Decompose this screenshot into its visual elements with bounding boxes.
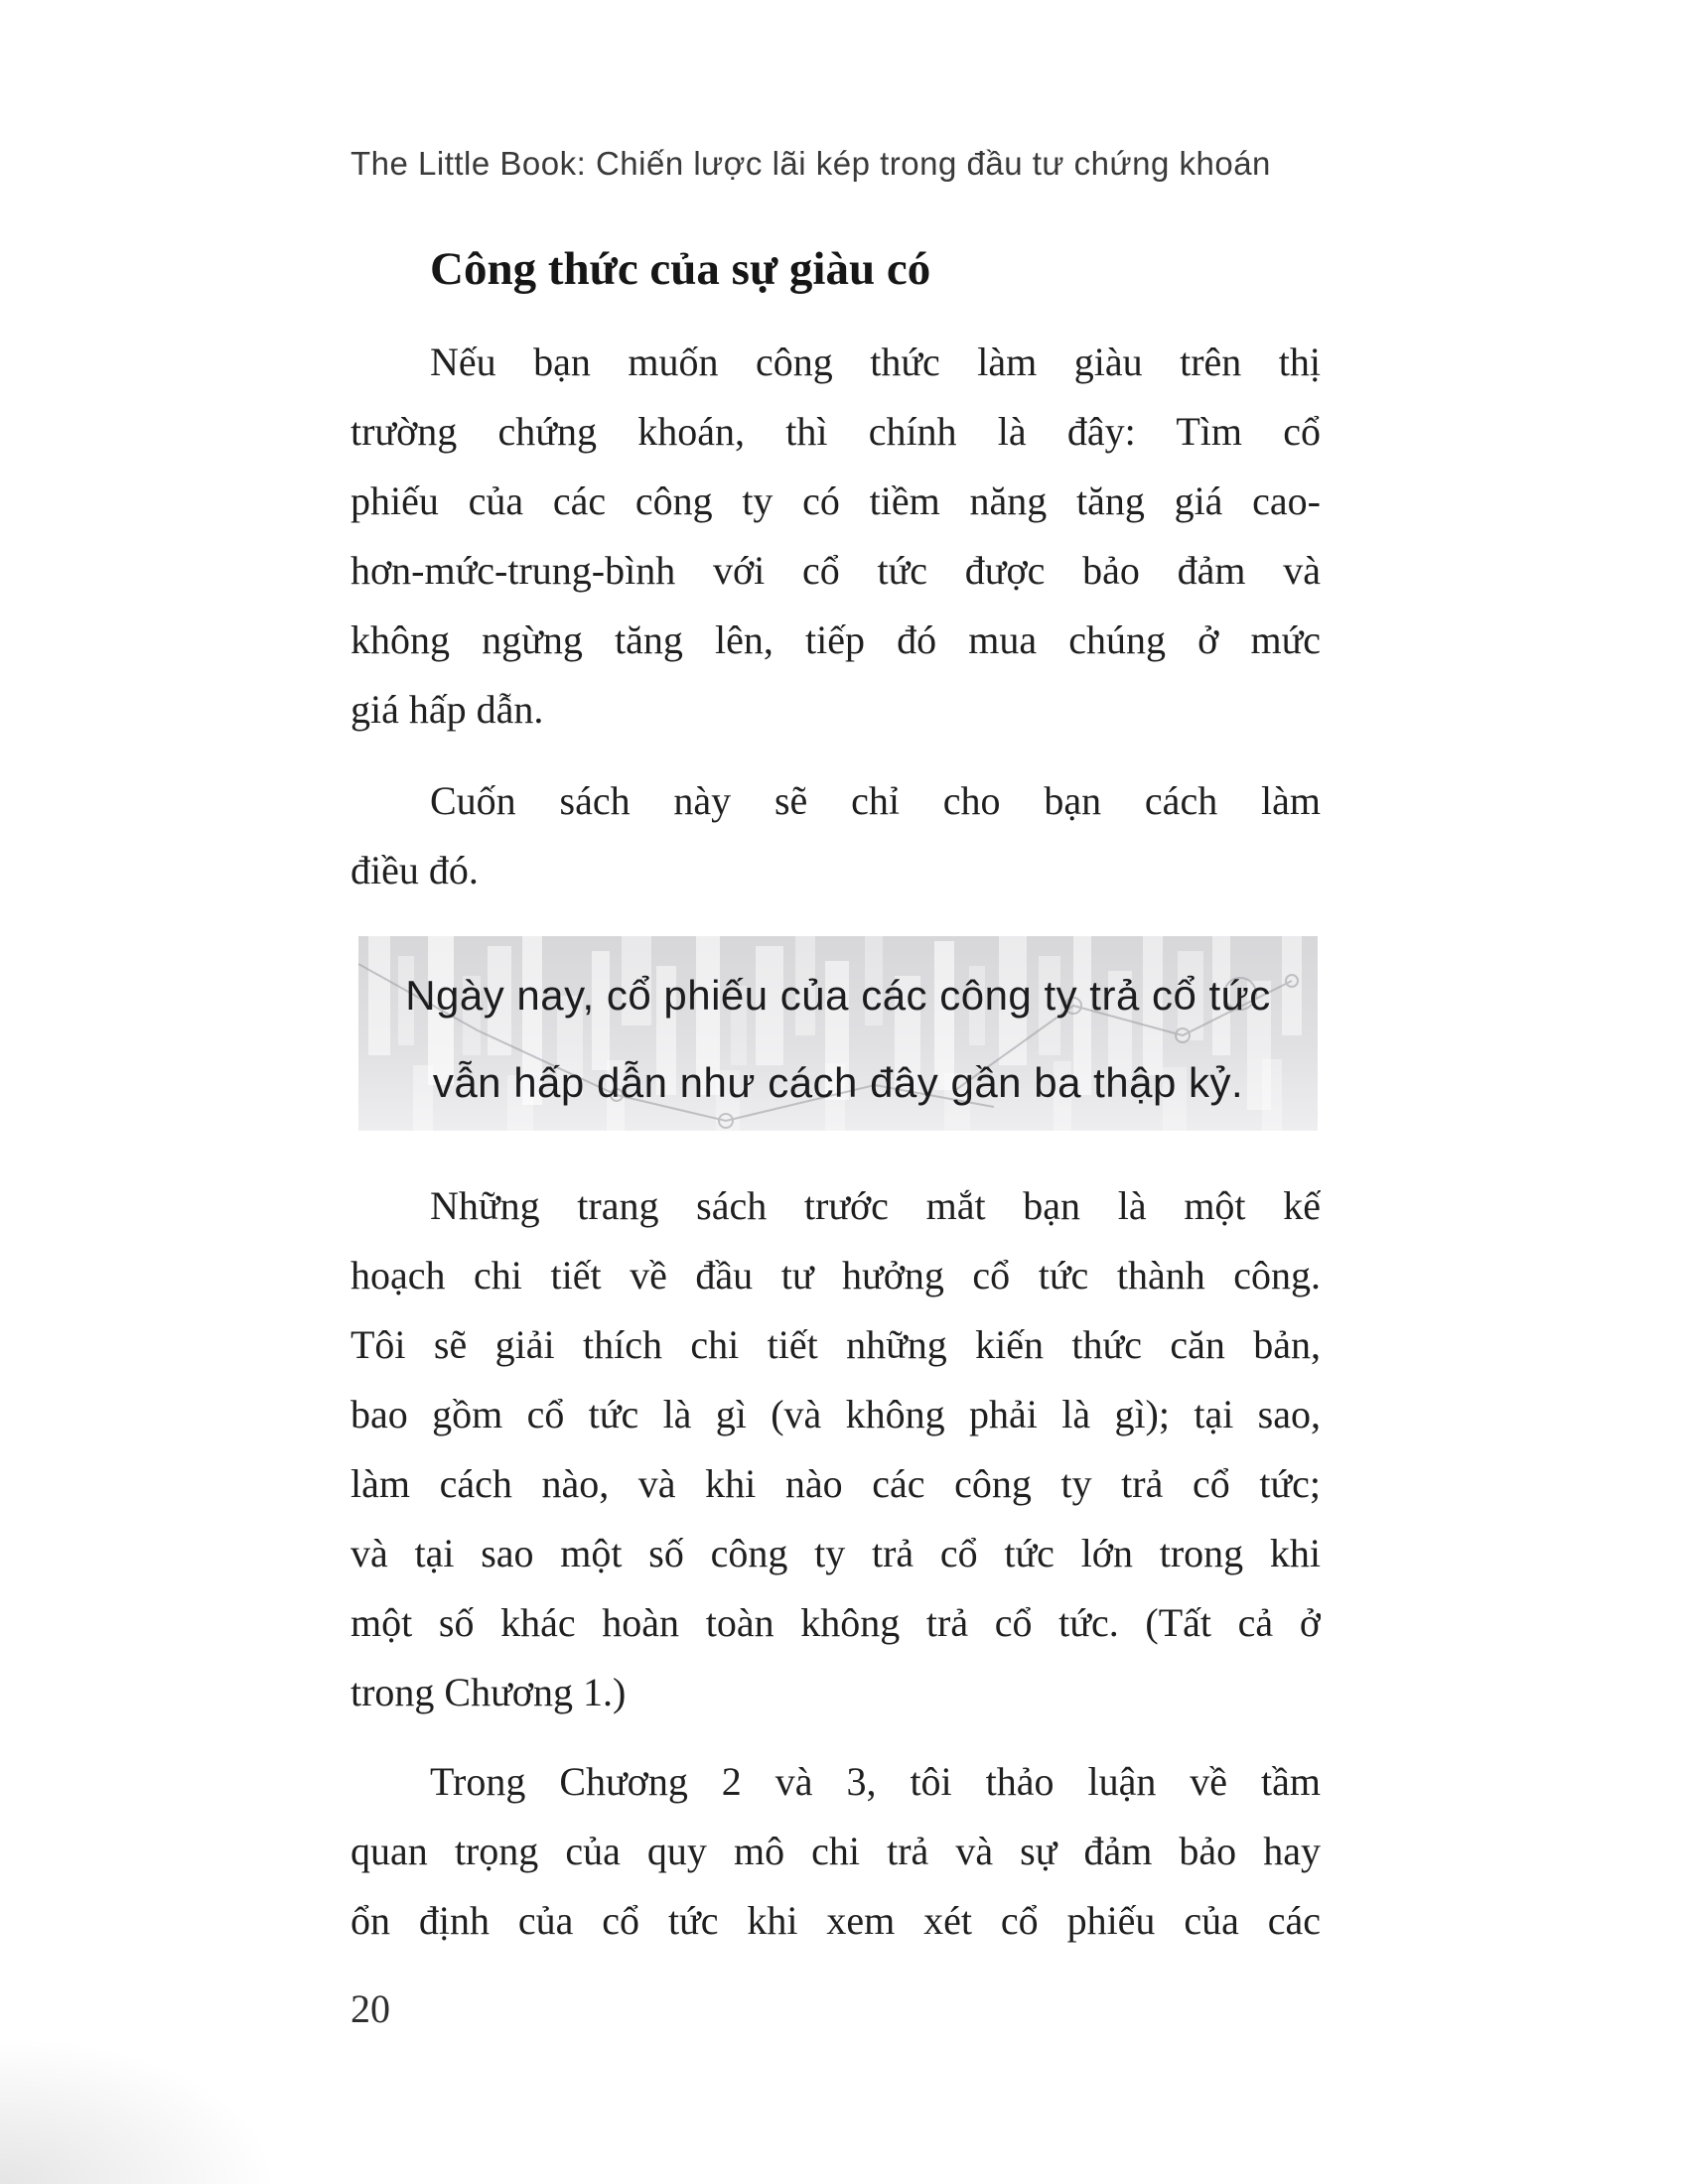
text-line: hơn-mức-trung-bình với cổ tức được bảo đảm và xyxy=(351,548,1321,593)
section-heading: Công thức của sự giàu có xyxy=(430,243,931,295)
running-header: The Little Book: Chiến lược lãi kép trong đầu tư chứng khoán xyxy=(351,145,1271,182)
text-line: Tôi sẽ giải thích chi tiết những kiến thức căn bản, xyxy=(351,1322,1321,1367)
text-line: một số khác hoàn toàn không trả cổ tức. (Tất cả ở xyxy=(351,1600,1321,1645)
text-line: phiếu của các công ty có tiềm năng tăng giá cao- xyxy=(351,478,1321,523)
text-line: giá hấp dẫn. xyxy=(351,687,544,732)
text-line: Cuốn sách này sẽ chỉ cho bạn cách làm xyxy=(430,778,1321,823)
text-line: trong Chương 1.) xyxy=(351,1670,627,1714)
text-line: Những trang sách trước mắt bạn là một kế xyxy=(430,1183,1321,1228)
text-line: ổn định của cổ tức khi xem xét cổ phiếu của các xyxy=(351,1898,1321,1943)
paragraph-2 xyxy=(351,766,1321,905)
paragraph-1 xyxy=(351,328,1321,745)
pull-quote-text xyxy=(358,936,1318,1127)
text-line: điều đó. xyxy=(351,848,479,892)
quote-line: Ngày nay, cổ phiếu của các công ty trả cổ tức xyxy=(405,972,1271,1019)
text-line: Nếu bạn muốn công thức làm giàu trên thị xyxy=(430,340,1321,384)
text-line: trường chứng khoán, thì chính là đây: Tìm cổ xyxy=(351,409,1321,454)
text-line: không ngừng tăng lên, tiếp đó mua chúng ở mức xyxy=(351,617,1321,662)
text-line: hoạch chi tiết về đầu tư hưởng cổ tức thành công. xyxy=(351,1253,1321,1297)
text-line: làm cách nào, và khi nào các công ty trả cổ tức; xyxy=(351,1461,1321,1506)
page-number: 20 xyxy=(351,1986,390,2031)
text-line: bao gồm cổ tức là gì (và không phải là gì); tại sao, xyxy=(351,1392,1321,1436)
paragraph-3 xyxy=(351,1171,1321,1727)
text-line: và tại sao một số công ty trả cổ tức lớn trong khi xyxy=(351,1531,1321,1575)
quote-line: vẫn hấp dẫn như cách đây gần ba thập kỷ. xyxy=(432,1059,1244,1106)
text-line: Trong Chương 2 và 3, tôi thảo luận về tầm xyxy=(430,1759,1321,1804)
paragraph-4 xyxy=(351,1747,1321,1956)
text-line: quan trọng của quy mô chi trả và sự đảm bảo hay xyxy=(351,1829,1321,1873)
pull-quote-box xyxy=(358,936,1318,1131)
